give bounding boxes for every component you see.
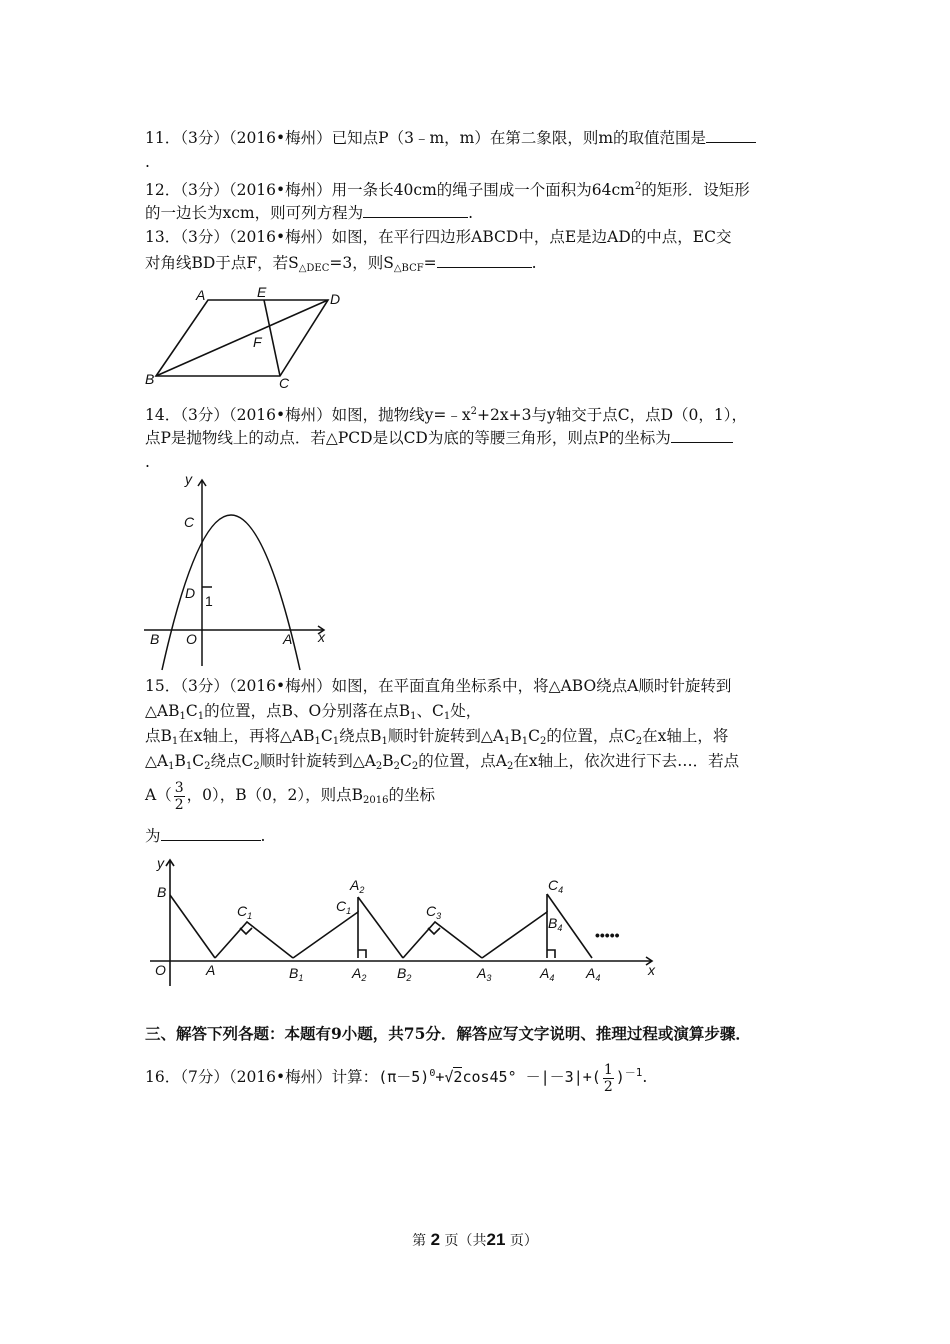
label-f: F [253,334,262,350]
q11-line2: . [145,153,150,171]
answer-blank[interactable] [363,202,468,218]
fraction-one-half: $\frac{1}{2}$ [603,1061,613,1095]
label-e: E [257,284,267,300]
label-b1: $B_1$ [289,965,304,983]
label-x: x [648,962,655,978]
label-a3: $B_4$ [548,915,563,933]
q15-line6: 为 . [145,827,266,845]
label-a: A [196,287,206,303]
q15-line4: $\triangle A_1B_1C_2$绕点$C_2$顺时针旋转到$\triangle A_2B_2C_2$的位置，点$A_2$在x轴上，依次进行下去…．若点 [145,752,740,772]
segment-ec [264,300,280,376]
q15-line5: A（ $\frac{3}{2}$ ，0），B（0，2），则点$B_{2016}$的坐标 [145,779,435,813]
q13-line2: 对角线BD于点F，若$S_{\triangle DEC}=3$，则$S_{\triangle BCF}=$ . [145,254,537,274]
q15-line1: 15．（3分）（2016•梅州）如图，在平面直角坐标系中，将△ABO绕点A顺时针旋转到 [145,677,732,695]
triangle-ab1c1 [215,922,293,958]
right-angle-c4 [547,950,555,958]
q16-line1: 16．（7分）（2016•梅州）计算：$(\pi-5)^0+√2\cos 45^\circ -|-3|+$( $\frac{1}{2}$ )$^{-1}$. [145,1061,648,1095]
parabola-figure [140,470,335,675]
segment-b2a2 [358,897,403,958]
label-x: x [318,629,325,645]
answer-blank[interactable] [437,252,532,268]
q11-line1: 11．（3分）（2016•梅州）已知点P（3﹣m，m）在第二象限，则m的取值范围是 [145,127,756,148]
label-b4: $C_4$ [548,877,564,895]
segment-b3a3 [482,912,547,958]
label-a4: $A_4$ [586,965,601,983]
page-footer: 第 2 页（共21 页） [412,1230,538,1249]
label-c1: $C_1$ [237,903,253,921]
answer-blank[interactable] [671,427,733,443]
right-angle-c3 [428,928,440,934]
label-a2: $B_2$ [397,965,412,983]
label-c4: $A_4$ [540,965,555,983]
page-number: 2 [430,1230,441,1249]
q15-line2: $\triangle AB_1C_1$的位置，点B、O分别落在点$B_1$、$C_1$处， [145,702,482,722]
answer-blank[interactable] [161,825,261,841]
right-angle-c2 [358,950,366,958]
label-d: D [330,291,341,307]
label-a1: $C_1$ [336,898,352,916]
label-a: A [206,962,216,978]
segment-b1a1 [293,912,358,958]
label-one: 1 [205,593,213,609]
segment-ab [170,895,215,958]
section-3-heading: 三、解答下列各题：本题有9小题，共75分．解答应写文字说明、推理过程或演算步骤． [145,1024,751,1043]
label-c: C [279,375,290,391]
ellipsis-dots: ••••• [595,927,620,943]
right-angle-c1 [240,928,252,934]
parabola-curve [162,515,300,670]
label-b: B [150,631,160,647]
label-y: y [157,855,164,871]
triangle-a2c3b3 [403,922,482,958]
fraction-three-halves: $\frac{3}{2}$ [174,779,184,813]
rotating-triangles-figure [140,850,670,990]
q14-line3: . [145,453,150,471]
label-a: A [283,631,293,647]
q14-line2: 点P是抛物线上的动点．若△PCD是以CD为底的等腰三角形，则点P的坐标为 [145,427,733,448]
parallelogram-figure [140,282,350,392]
answer-blank[interactable] [706,127,756,143]
q15-line3: 点$B_1$在x轴上，再将$\triangle AB_1C_1$绕点$B_1$顺时针旋转到$\triangle A_1B_1C_2$的位置，点$C_2$在x轴上，将 [145,727,729,747]
label-c2: $A_2$ [352,965,367,983]
total-pages: 21 [486,1230,506,1249]
label-d: D [185,585,196,601]
label-b: B [145,371,155,387]
label-c: C [184,514,195,530]
label-o: O [186,631,197,647]
label-c3: $C_3$ [426,903,442,921]
q14-line1: 14．（3分）（2016•梅州）如图，抛物线$y=﹣x^2+2x+3$与y轴交于点C，点D（0，1）， [145,406,748,424]
q12-line1: 12．（3分）（2016•梅州）用一条长40cm的绳子围成一个面积为$64cm^2$的矩形．设矩形 [145,181,750,199]
q12-line2: 的一边长为xcm，则可列方程为 . [145,204,474,222]
label-y: y [185,471,192,487]
label-b: B [157,884,167,900]
q13-line1: 13．（3分）（2016•梅州）如图，在平行四边形ABCD中，点E是边AD的中点，EC交 [145,228,732,246]
label-b3: $A_3$ [477,965,492,983]
label-b2: $A_2$ [350,877,365,895]
label-o: O [155,962,166,978]
